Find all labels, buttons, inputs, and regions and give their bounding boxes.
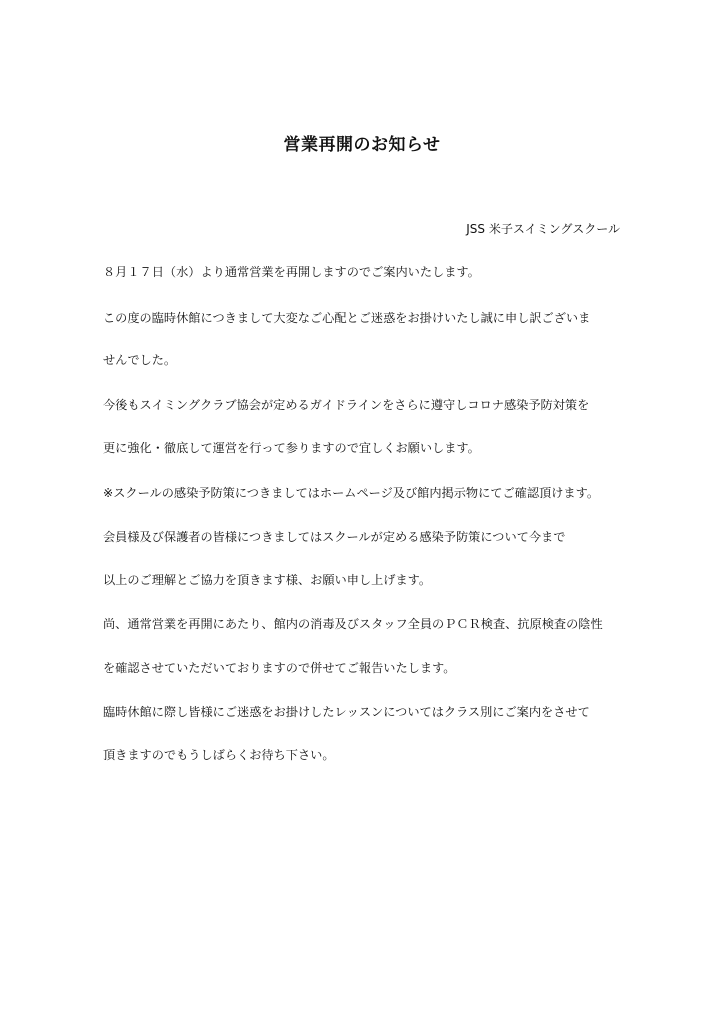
body-line: 頂きますのでもうしばらくお待ち下さい。 <box>103 748 335 762</box>
body-line: 更に強化・徹底して運営を行って参りますので宜しくお願いします。 <box>103 441 480 455</box>
body-line: 会員様及び保護者の皆様につきましてはスクールが定める感染予防策について今まで <box>103 530 566 544</box>
page-title: 営業再開のお知らせ <box>283 135 441 155</box>
body-line: ※スクールの感染予防策につきましてはホームページ及び館内掲示物にてご確認頂けます。 <box>103 486 600 500</box>
body-line: を確認させていただいておりますので併せてご報告いたします。 <box>103 661 456 675</box>
body-line: ８月１７日（水）より通常営業を再開しますのでご案内いたします。 <box>103 265 480 279</box>
body-line: この度の臨時休館につきまして大変なご心配とご迷惑をお掛けいたし誠に申し訳ございま <box>103 311 591 325</box>
body-line: せんでした。 <box>103 353 177 367</box>
body-line: 以上のご理解とご協力を頂きます様、お願い申し上げます。 <box>103 573 432 587</box>
body-line: 今後もスイミングクラブ協会が定めるガイドラインをさらに遵守しコロナ感染予防対策を <box>103 398 590 412</box>
body-line: 臨時休館に際し皆様にご迷惑をお掛けしたレッスンについてはクラス別にご案内をさせて <box>103 705 590 719</box>
body-line: 尚、通常営業を再開にあたり、館内の消毒及びスタッフ全員のＰＣＲ検査、抗原検査の陰性 <box>103 617 603 631</box>
organization-name: JSS 米子スイミングスクール <box>466 222 620 236</box>
